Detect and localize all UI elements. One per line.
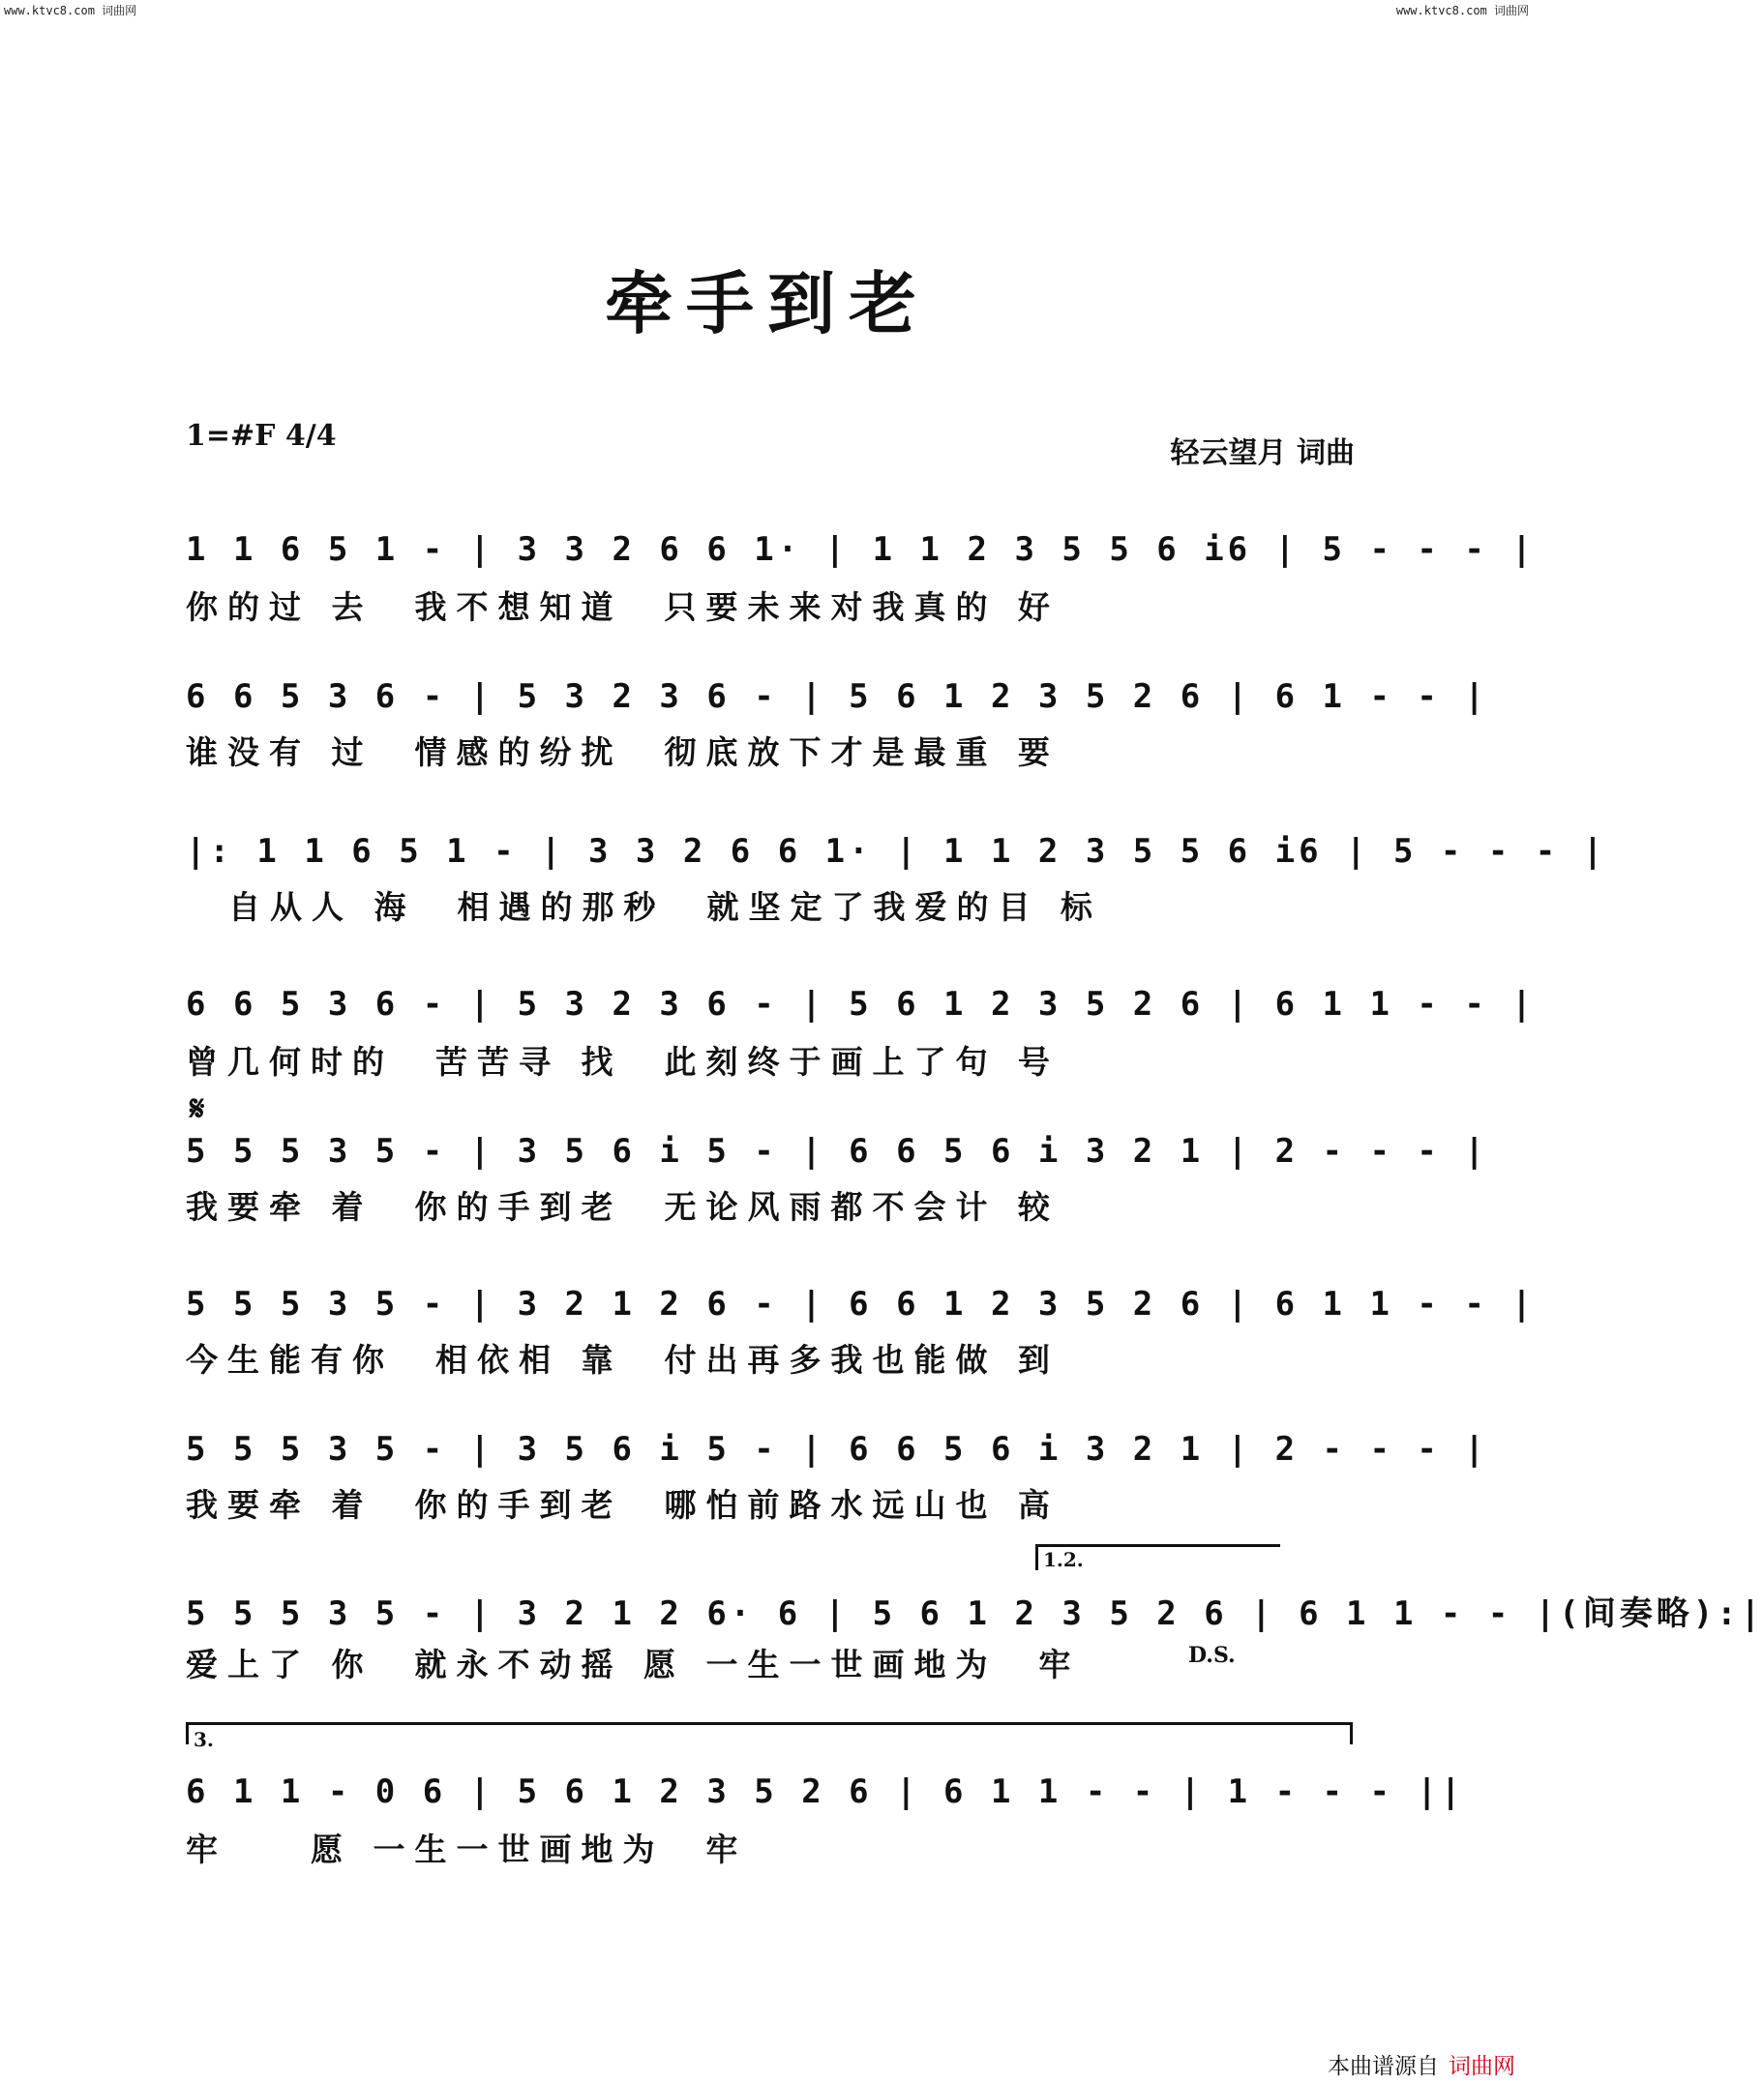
volta-1-2-label: 1.2.: [1043, 1548, 1084, 1571]
lyrics-row-1: 你的过 去 我不想知道 只要未来对我真的 好: [186, 588, 1060, 626]
notes-row-7: 5 5 5 3 5 - | 3 5 6 i 5 - | 6 6 5 6 i 3 2 1 | 2 - - - |: [186, 1430, 1488, 1469]
lyrics-row-8: 爱上了 你 就永不动摇 愿 一生一世画地为 牢: [186, 1646, 1081, 1683]
notes-row-8: 5 5 5 3 5 - | 3 2 1 2 6· 6 | 5 6 1 2 3 5 2 6 | 6 1 1 - - |(间奏略):|: [186, 1594, 1764, 1633]
segno-mark: 𝄋: [190, 1088, 205, 1129]
notes-row-5: 5 5 5 3 5 - | 3 5 6 i 5 - | 6 6 5 6 i 3 2 1 | 2 - - - |: [186, 1132, 1488, 1171]
footer-site-link[interactable]: 词曲网: [1449, 2054, 1515, 2079]
key-signature: 1=#F 4/4: [186, 419, 337, 453]
lyrics-row-3: 自从人 海 相遇的那秒 就坚定了我爱的目 标: [228, 888, 1102, 926]
notes-row-6: 5 5 5 3 5 - | 3 2 1 2 6 - | 6 6 1 2 3 5 2 6 | 6 1 1 - - |: [186, 1285, 1536, 1324]
page-title: 牵手到老: [605, 263, 930, 343]
volta-3-bracket: [186, 1722, 1353, 1744]
notes-row-9: 6 1 1 - 0 6 | 5 6 1 2 3 5 2 6 | 6 1 1 - - | 1 - - - ||: [186, 1772, 1465, 1811]
lyrics-row-4: 曾几何时的 苦苦寻 找 此刻终于画上了句 号: [186, 1043, 1060, 1081]
watermark-right: www.ktvc8.com 词曲网: [1395, 4, 1529, 17]
notes-row-3: |: 1 1 6 5 1 - | 3 3 2 6 6 1· | 1 1 2 3 5 5 6 i6 | 5 - - - |: [186, 832, 1607, 871]
lyrics-row-6: 今生能有你 相依相 靠 付出再多我也能做 到: [186, 1341, 1060, 1379]
footer-source-text: 本曲谱源自: [1328, 2054, 1439, 2079]
author-credit: 轻云望月 词曲: [1170, 436, 1355, 470]
watermark-left: www.ktvc8.com 词曲网: [4, 4, 137, 17]
notes-row-2: 6 6 5 3 6 - | 5 3 2 3 6 - | 5 6 1 2 3 5 2 6 | 6 1 - - |: [186, 677, 1488, 716]
lyrics-row-2: 谁没有 过 情感的纷扰 彻底放下才是最重 要: [186, 733, 1060, 771]
volta-3-label: 3.: [194, 1728, 214, 1751]
volta-1-2-bracket: [1035, 1544, 1280, 1570]
lyrics-row-7: 我要牵 着 你的手到老 哪怕前路水远山也 高: [186, 1486, 1060, 1524]
notes-row-1: 1 1 6 5 1 - | 3 3 2 6 6 1· | 1 1 2 3 5 5 6 i6 | 5 - - - |: [186, 530, 1536, 569]
source-footer: [1328, 2048, 1515, 2080]
lyrics-row-9: 牢 愿 一生一世画地为 牢: [186, 1831, 748, 1868]
lyrics-row-5: 我要牵 着 你的手到老 无论风雨都不会计 较: [186, 1188, 1060, 1226]
ds-mark: D.S.: [1188, 1643, 1236, 1668]
notes-row-4: 6 6 5 3 6 - | 5 3 2 3 6 - | 5 6 1 2 3 5 2 6 | 6 1 1 - - |: [186, 985, 1536, 1024]
